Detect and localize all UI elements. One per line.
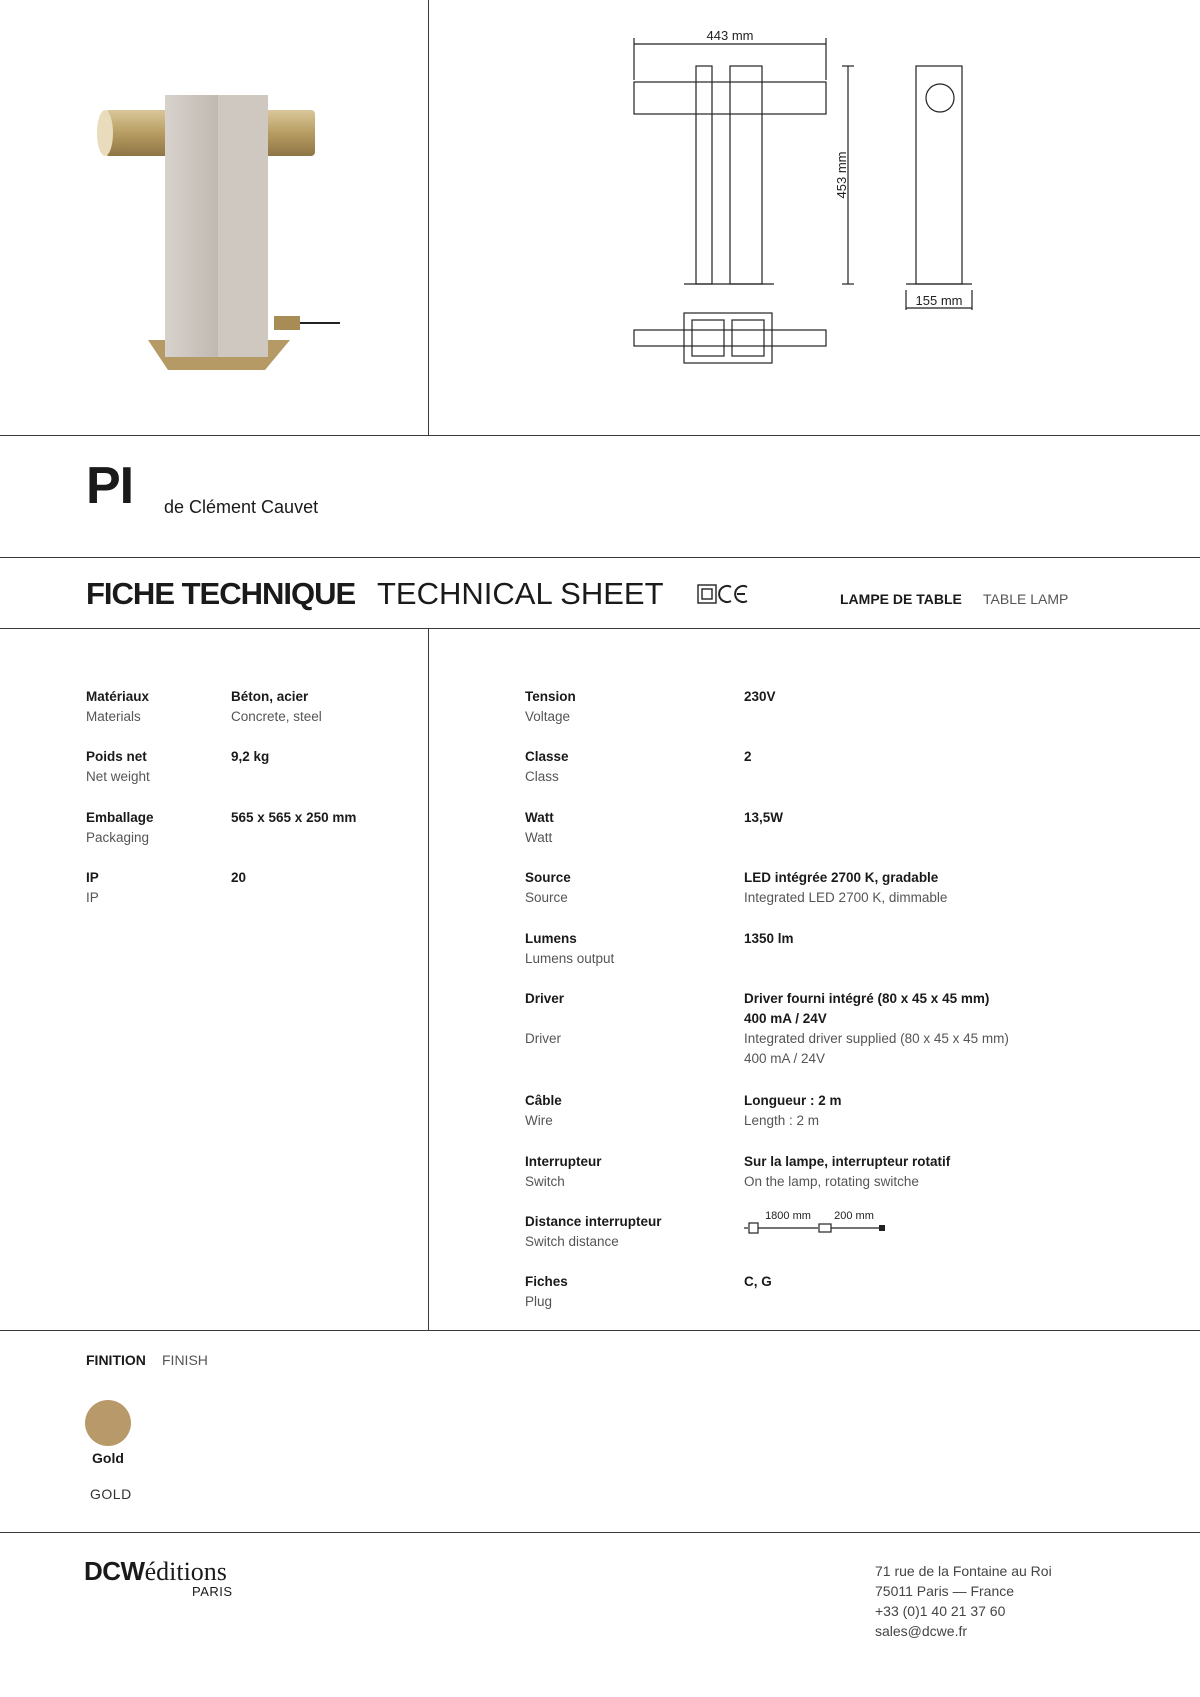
plug-icon — [749, 1223, 758, 1233]
spec-value-fr: 20 — [231, 870, 247, 885]
spec-materials-value — [231, 687, 322, 727]
spec-packaging-value — [231, 808, 356, 828]
spec-label-en: Net weight — [86, 769, 150, 784]
divider-title — [0, 557, 1200, 558]
spec-value-fr: Béton, acier — [231, 689, 309, 704]
spec-label-en: Materials — [86, 709, 141, 724]
spec-switch-distance — [525, 1212, 662, 1252]
spec-label-en: Driver — [525, 1031, 561, 1046]
spec-switch-value — [744, 1152, 950, 1192]
depth-dimension-label: 155 mm — [915, 293, 963, 308]
divider-vertical-specs — [428, 628, 429, 1331]
spec-label-en: Switch distance — [525, 1234, 619, 1249]
spec-driver — [525, 989, 564, 1049]
divider-footer — [0, 1532, 1200, 1533]
spec-source-value — [744, 868, 947, 908]
spec-value-en: On the lamp, rotating switche — [744, 1174, 919, 1189]
spec-value-fr: LED intégrée 2700 K, gradable — [744, 870, 939, 885]
finish-name: Gold — [92, 1450, 124, 1466]
finish-name-en: GOLD — [90, 1486, 132, 1502]
spec-label-en: Switch — [525, 1174, 565, 1189]
spec-materials — [86, 687, 149, 727]
spec-value-fr: 2 — [744, 749, 752, 764]
spec-label-fr: Watt — [525, 810, 554, 825]
spec-value-fr: 1350 lm — [744, 931, 794, 946]
switch-distance-b: 200 mm — [834, 1210, 874, 1222]
spec-label-en: Watt — [525, 830, 553, 845]
sheet-title-fr: FICHE TECHNIQUE — [86, 576, 356, 611]
spec-class-value — [744, 747, 752, 767]
contact-address — [875, 1561, 1052, 1641]
finish-swatch-gold[interactable] — [85, 1400, 131, 1446]
spec-plug-value — [744, 1272, 772, 1292]
spec-weight-value — [231, 747, 269, 767]
switch-distance-a: 1800 mm — [765, 1210, 811, 1222]
spec-label-en: Voltage — [525, 709, 571, 724]
spec-value-fr: 9,2 kg — [231, 749, 270, 764]
spec-ip-value — [231, 868, 246, 888]
spec-class — [525, 747, 569, 787]
designer-name: de Clément Cauvet — [164, 497, 319, 517]
spec-switch — [525, 1152, 602, 1192]
spec-label-fr: Interrupteur — [525, 1154, 602, 1169]
dcw-logo — [84, 1556, 233, 1599]
spec-value-fr: 13,5W — [744, 810, 784, 825]
spec-wire — [525, 1091, 562, 1131]
spec-weight — [86, 747, 150, 787]
spec-label-fr: Poids net — [86, 749, 147, 764]
spec-watt-value — [744, 808, 783, 828]
height-dimension-label: 453 mm — [834, 151, 849, 199]
spec-label-en: IP — [86, 890, 99, 905]
spec-label-en: Lumens output — [525, 951, 615, 966]
finish-label-en: FINISH — [162, 1352, 208, 1368]
spec-label-fr: Classe — [525, 749, 569, 764]
spec-label-en: Source — [525, 890, 568, 905]
spec-label-fr: Tension — [525, 689, 576, 704]
spec-label-fr: Source — [525, 870, 571, 885]
spec-watt — [525, 808, 554, 848]
switch-icon — [819, 1224, 831, 1232]
spec-label-fr: Lumens — [525, 931, 577, 946]
spec-packaging — [86, 808, 154, 848]
spec-value-en: Concrete, steel — [231, 709, 322, 724]
switch-distance-diagram — [744, 1208, 894, 1238]
spec-label-en: Plug — [525, 1294, 553, 1309]
divider-sheet — [0, 628, 1200, 629]
spec-value-fr: C, G — [744, 1274, 772, 1289]
category-en: TABLE LAMP — [983, 591, 1069, 607]
divider-vertical-top — [428, 0, 429, 436]
spec-value-fr-line2: 400 mA / 24V — [744, 1011, 827, 1026]
lamp-end-icon — [879, 1225, 885, 1231]
spec-label-fr: Driver — [525, 991, 565, 1006]
logo-editions: éditions — [144, 1557, 227, 1586]
certification-marks — [697, 582, 757, 608]
finish-label-fr: FINITION — [86, 1352, 146, 1368]
spec-value-fr: 565 x 565 x 250 mm — [231, 810, 357, 825]
address-line: 71 rue de la Fontaine au Roi — [875, 1563, 1052, 1579]
spec-ip — [86, 868, 99, 908]
spec-value-en: Integrated LED 2700 K, dimmable — [744, 890, 948, 905]
phone[interactable]: +33 (0)1 40 21 37 60 — [875, 1603, 1006, 1619]
spec-value-fr: Longueur : 2 m — [744, 1093, 842, 1108]
spec-label-fr: Câble — [525, 1093, 562, 1108]
spec-plug — [525, 1272, 568, 1312]
spec-label-fr: IP — [86, 870, 99, 885]
spec-lumens — [525, 929, 614, 969]
spec-label-fr: Emballage — [86, 810, 154, 825]
logo-main: DCW — [84, 1556, 145, 1586]
product-title: PI — [86, 457, 134, 515]
width-dimension-label: 443 mm — [706, 28, 754, 43]
spec-wire-value — [744, 1091, 842, 1131]
spec-value-fr: Driver fourni intégré (80 x 45 x 45 mm) — [744, 991, 990, 1006]
spec-value-en-line2: 400 mA / 24V — [744, 1051, 826, 1066]
spec-label-fr: Distance interrupteur — [525, 1214, 662, 1229]
spec-label-fr: Fiches — [525, 1274, 568, 1289]
spec-label-en: Wire — [525, 1113, 553, 1128]
ce-mark-icon — [719, 586, 747, 602]
divider-top — [0, 435, 1200, 436]
spec-voltage-value — [744, 687, 776, 707]
address-city: 75011 Paris — France — [875, 1583, 1015, 1599]
spec-source — [525, 868, 571, 908]
spec-driver-value — [744, 989, 1009, 1069]
technical-drawing — [620, 20, 1000, 390]
spec-label-fr: Matériaux — [86, 689, 150, 704]
sheet-title-en: TECHNICAL SHEET — [377, 576, 664, 611]
spec-lumens-value — [744, 929, 794, 949]
logo-sub: PARIS — [192, 1584, 233, 1599]
product-photo — [90, 70, 350, 390]
category-fr: LAMPE DE TABLE — [840, 591, 962, 607]
spec-value-fr: Sur la lampe, interrupteur rotatif — [744, 1154, 951, 1169]
spec-value-en: Integrated driver supplied (80 x 45 x 45 mm) — [744, 1031, 1009, 1046]
spec-label-en: Class — [525, 769, 559, 784]
divider-specs — [0, 1330, 1200, 1331]
spec-voltage — [525, 687, 576, 727]
spec-value-fr: 230V — [744, 689, 776, 704]
email-link[interactable]: sales@dcwe.fr — [875, 1623, 968, 1639]
spec-value-en: Length : 2 m — [744, 1113, 820, 1128]
spec-label-en: Packaging — [86, 830, 150, 845]
class2-icon — [698, 585, 716, 603]
